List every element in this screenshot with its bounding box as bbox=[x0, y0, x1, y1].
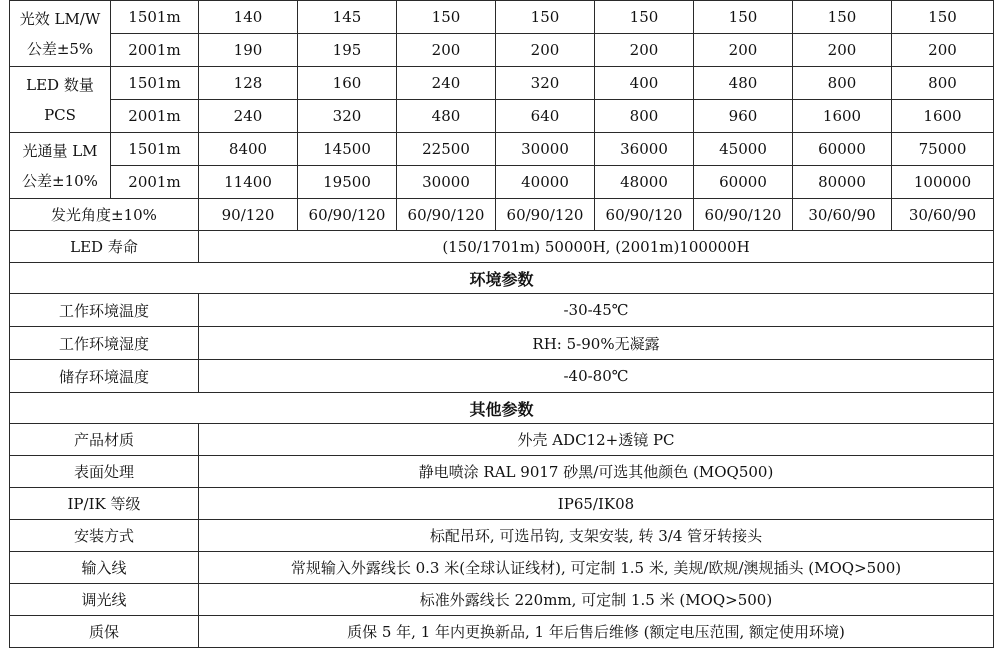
row-label: 产品材质 bbox=[10, 424, 199, 456]
table-row bbox=[10, 294, 994, 327]
cell: 240 bbox=[397, 67, 496, 100]
row-label: 储存环境温度 bbox=[10, 360, 199, 393]
section-row bbox=[10, 263, 994, 294]
sub-label: 2001m bbox=[111, 166, 199, 199]
row-label: 调光线 bbox=[10, 584, 199, 616]
cell: 30/60/90 bbox=[793, 199, 892, 231]
section-title-environment: 环境参数 bbox=[10, 263, 994, 294]
row-label: 质保 bbox=[10, 616, 199, 648]
cell: -30-45℃ bbox=[199, 294, 994, 327]
spec-table bbox=[9, 0, 994, 648]
cell: 200 bbox=[892, 34, 994, 67]
row-label: IP/IK 等级 bbox=[10, 488, 199, 520]
cell: 标配吊环, 可选吊钩, 支架安装, 转 3/4 管牙转接头 bbox=[199, 520, 994, 552]
row-label: 工作环境湿度 bbox=[10, 327, 199, 360]
table-row bbox=[10, 520, 994, 552]
cell: 标准外露线长 220mm, 可定制 1.5 米 (MOQ>500) bbox=[199, 584, 994, 616]
sub-label: 1501m bbox=[111, 133, 199, 166]
cell: 320 bbox=[298, 100, 397, 133]
cell: 8400 bbox=[199, 133, 298, 166]
cell: 常规输入外露线长 0.3 米(全球认证线材), 可定制 1.5 米, 美规/欧规/澳规插头 (MOQ>500) bbox=[199, 552, 994, 584]
cell: 36000 bbox=[595, 133, 694, 166]
cell: 60/90/120 bbox=[397, 199, 496, 231]
table-row bbox=[10, 199, 994, 231]
cell: 150 bbox=[397, 1, 496, 34]
cell: 150 bbox=[892, 1, 994, 34]
cell: 800 bbox=[793, 67, 892, 100]
cell: 140 bbox=[199, 1, 298, 34]
cell: 150 bbox=[496, 1, 595, 34]
cell: 60/90/120 bbox=[298, 199, 397, 231]
table-row bbox=[10, 552, 994, 584]
row-label: 安装方式 bbox=[10, 520, 199, 552]
table-row bbox=[10, 34, 994, 67]
row-label-efficacy: 光效 LM/W 公差±5% bbox=[10, 1, 111, 67]
cell: 90/120 bbox=[199, 199, 298, 231]
cell: 22500 bbox=[397, 133, 496, 166]
sub-label: 1501m bbox=[111, 67, 199, 100]
cell: (150/1701m) 50000H, (2001m)100000H bbox=[199, 231, 994, 263]
table-row bbox=[10, 1, 994, 34]
cell: 320 bbox=[496, 67, 595, 100]
table-row bbox=[10, 231, 994, 263]
cell: 150 bbox=[595, 1, 694, 34]
cell: 11400 bbox=[199, 166, 298, 199]
cell: 30/60/90 bbox=[892, 199, 994, 231]
row-label-led-life: LED 寿命 bbox=[10, 231, 199, 263]
cell: 145 bbox=[298, 1, 397, 34]
cell: 60/90/120 bbox=[496, 199, 595, 231]
cell: 1600 bbox=[793, 100, 892, 133]
cell: 60/90/120 bbox=[694, 199, 793, 231]
cell: 200 bbox=[496, 34, 595, 67]
table-row bbox=[10, 456, 994, 488]
cell: 外壳 ADC12+透镜 PC bbox=[199, 424, 994, 456]
cell: 75000 bbox=[892, 133, 994, 166]
table-row bbox=[10, 616, 994, 648]
cell: 14500 bbox=[298, 133, 397, 166]
cell: RH: 5-90%无凝露 bbox=[199, 327, 994, 360]
table-row bbox=[10, 488, 994, 520]
cell: 45000 bbox=[694, 133, 793, 166]
cell: 200 bbox=[694, 34, 793, 67]
cell: 800 bbox=[595, 100, 694, 133]
row-label: 输入线 bbox=[10, 552, 199, 584]
cell: 80000 bbox=[793, 166, 892, 199]
cell: 60000 bbox=[793, 133, 892, 166]
cell: 60000 bbox=[694, 166, 793, 199]
table-row bbox=[10, 67, 994, 100]
table-row bbox=[10, 100, 994, 133]
cell: 1600 bbox=[892, 100, 994, 133]
row-label-luminous-flux: 光通量 LM 公差±10% bbox=[10, 133, 111, 199]
row-label: 工作环境温度 bbox=[10, 294, 199, 327]
table-row bbox=[10, 166, 994, 199]
table-row bbox=[10, 360, 994, 393]
cell: 200 bbox=[595, 34, 694, 67]
cell: 200 bbox=[793, 34, 892, 67]
table-row bbox=[10, 327, 994, 360]
cell: 640 bbox=[496, 100, 595, 133]
cell: 40000 bbox=[496, 166, 595, 199]
sub-label: 2001m bbox=[111, 34, 199, 67]
cell: 100000 bbox=[892, 166, 994, 199]
cell: 190 bbox=[199, 34, 298, 67]
cell: 200 bbox=[397, 34, 496, 67]
cell: 400 bbox=[595, 67, 694, 100]
table-row bbox=[10, 424, 994, 456]
cell: 160 bbox=[298, 67, 397, 100]
cell: 195 bbox=[298, 34, 397, 67]
cell: IP65/IK08 bbox=[199, 488, 994, 520]
cell: 800 bbox=[892, 67, 994, 100]
cell: 240 bbox=[199, 100, 298, 133]
row-label: 表面处理 bbox=[10, 456, 199, 488]
cell: 480 bbox=[397, 100, 496, 133]
cell: 30000 bbox=[496, 133, 595, 166]
cell: 48000 bbox=[595, 166, 694, 199]
cell: 60/90/120 bbox=[595, 199, 694, 231]
cell: 30000 bbox=[397, 166, 496, 199]
section-row bbox=[10, 393, 994, 424]
table-row bbox=[10, 133, 994, 166]
sub-label: 2001m bbox=[111, 100, 199, 133]
row-label-beam-angle: 发光角度±10% bbox=[10, 199, 199, 231]
section-title-other: 其他参数 bbox=[10, 393, 994, 424]
table-row bbox=[10, 584, 994, 616]
cell: -40-80℃ bbox=[199, 360, 994, 393]
cell: 480 bbox=[694, 67, 793, 100]
cell: 19500 bbox=[298, 166, 397, 199]
cell: 质保 5 年, 1 年内更换新品, 1 年后售后维修 (额定电压范围, 额定使用环境) bbox=[199, 616, 994, 648]
sub-label: 1501m bbox=[111, 1, 199, 34]
cell: 150 bbox=[793, 1, 892, 34]
cell: 128 bbox=[199, 67, 298, 100]
cell: 960 bbox=[694, 100, 793, 133]
cell: 静电喷涂 RAL 9017 砂黑/可选其他颜色 (MOQ500) bbox=[199, 456, 994, 488]
row-label-led-count: LED 数量 PCS bbox=[10, 67, 111, 133]
cell: 150 bbox=[694, 1, 793, 34]
